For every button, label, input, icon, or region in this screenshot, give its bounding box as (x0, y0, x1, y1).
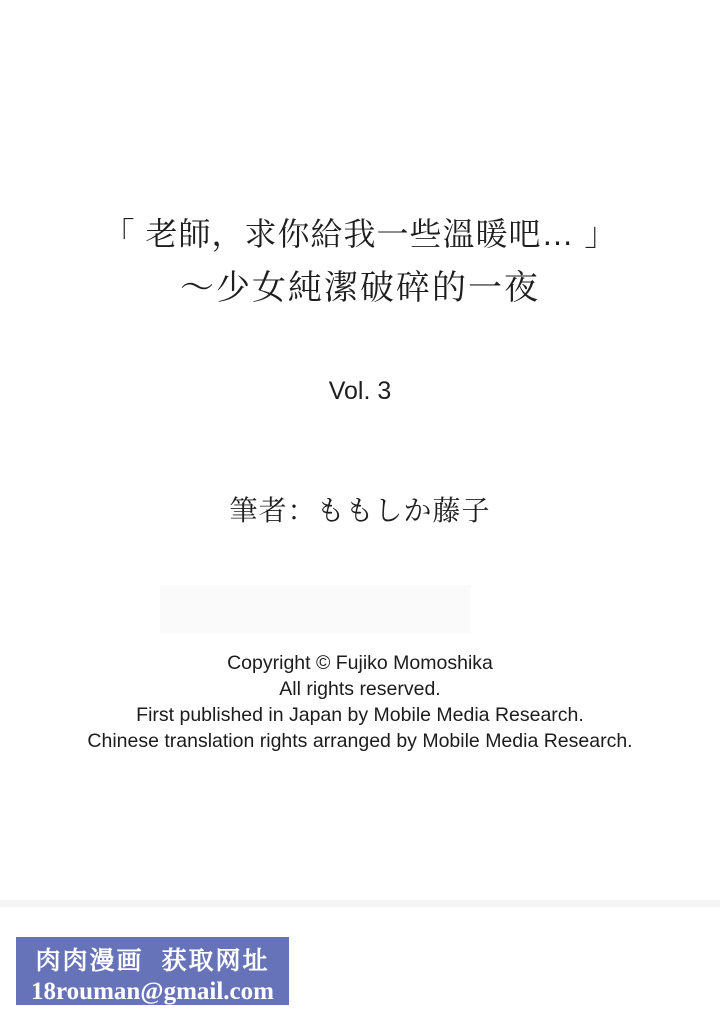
volume-label: Vol. 3 (328, 377, 392, 405)
copyright-line-publisher: First published in Japan by Mobile Media Research. (136, 704, 584, 726)
watermark-box (16, 937, 289, 1005)
copyright-line-reserved: All rights reserved. (279, 678, 441, 700)
title-line-1: 「 老師，求你給我一些溫暖吧… 」 (102, 216, 618, 252)
watermark-site-name: 肉肉漫画 获取网址 (35, 947, 270, 975)
copyright-line-holder: Copyright © Fujiko Momoshika (227, 652, 493, 674)
copyright-block (0, 650, 720, 754)
title-line-2: ～少女純潔破碎的一夜 (180, 269, 540, 307)
watermark-email: 18rouman@gmail.com (31, 978, 274, 1005)
scan-artifact-rect (160, 585, 470, 633)
copyright-line-translation: Chinese translation rights arranged by Mobile Media Research. (87, 730, 633, 752)
scan-artifact-band (0, 900, 720, 907)
author-line: 筆者：ももしか藤子 (229, 495, 491, 526)
